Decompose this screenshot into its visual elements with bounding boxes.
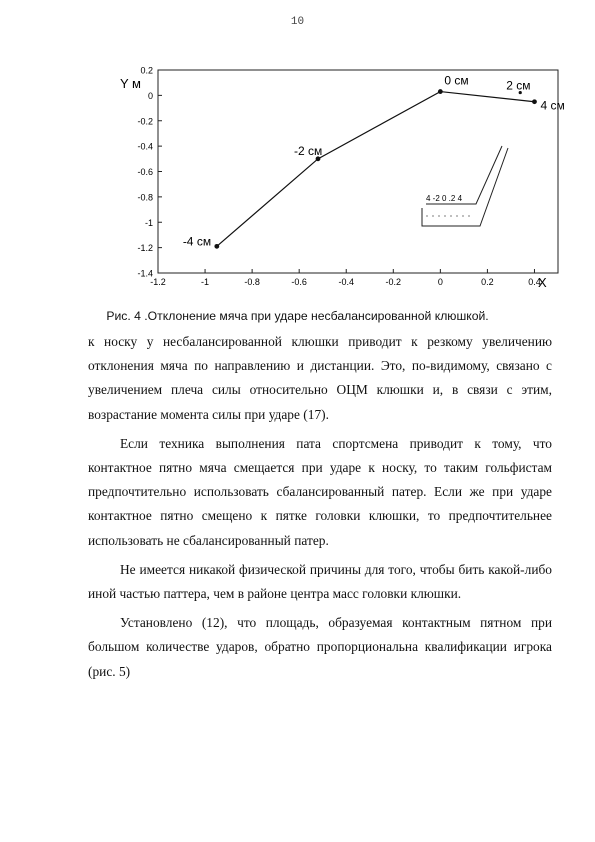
data-point xyxy=(438,89,443,94)
x-tick-label: 0.2 xyxy=(481,277,494,287)
y-tick-label: -1.2 xyxy=(137,243,153,254)
figure-caption: Рис. 4 .Отклонение мяча при ударе несбалансированной клюшкой. xyxy=(106,309,489,323)
inset-label: 4 -2 0 .2 4 xyxy=(426,194,463,203)
y-tick-label: -0.4 xyxy=(137,141,153,152)
y-tick-label: -0.6 xyxy=(137,167,153,177)
data-point xyxy=(214,244,219,249)
y-tick-label: -0.2 xyxy=(137,116,153,127)
deviation-chart xyxy=(108,60,568,295)
x-tick-label: -0.6 xyxy=(291,277,307,287)
x-tick-label: 0 xyxy=(437,277,443,287)
paragraph-2: Если техника выполнения пата спортсмена приводит к тому, что контактное пятно мяча смещается при ударе к носку, то таким гольфистам предпочтительно использовать сбалансированный патер. Если же при ударе контактное пятно смещено к пятке головки клюшки, то предпочтительнее использовать не сбалансированный патер. xyxy=(88,435,552,548)
x-tick-label: -1.2 xyxy=(150,277,166,287)
paragraph-1: к носку у несбалансированной клюшки приводит к резкому увеличению отклонения мяча по направлению и дистанции. Это, по-видимому, связано с увеличением плеча силы относительно ОЦМ клюшки и, в связи с этим, возрастание момента силы при ударе (17). xyxy=(88,334,552,422)
y-tick-label: 0.2 xyxy=(140,65,153,76)
x-tick-label: -0.2 xyxy=(385,277,402,287)
body-text xyxy=(88,330,552,689)
point-label: 4 см xyxy=(540,98,565,113)
series-line xyxy=(217,92,535,247)
point-label: 0 см xyxy=(444,73,469,88)
y-tick-label: -1.4 xyxy=(137,268,153,279)
point-label: -2 см xyxy=(294,143,323,158)
page-number: 10 xyxy=(290,16,305,28)
paragraph-3: Не имеется никакой физической причины для того, чтобы бить какой-либо иной частью паттера, чем в районе центра масс головки клюшки. xyxy=(88,561,552,602)
x-tick-label: -1 xyxy=(201,277,210,287)
point-label-annotation: 2 см xyxy=(506,78,531,93)
point-label: -4 см xyxy=(182,234,212,249)
y-tick-label: -0.8 xyxy=(137,192,153,203)
plot-frame xyxy=(158,70,558,273)
x-tick-label: -0.8 xyxy=(244,277,260,287)
x-tick-label: 0.4 xyxy=(528,277,541,287)
inset-outline xyxy=(422,148,508,226)
x-tick-label: -0.4 xyxy=(338,277,354,287)
y-tick-label: 0 xyxy=(147,90,153,101)
x-axis-label: X xyxy=(538,275,547,290)
paragraph-4: Установлено (12), что площадь, образуемая контактным пятном при большом количестве ударов, обратно пропорциональна квалификации игрока (рис. 5) xyxy=(88,615,552,679)
y-tick-label: -1 xyxy=(144,217,153,228)
y-axis-label: Y м xyxy=(120,76,141,91)
data-point xyxy=(532,99,537,104)
